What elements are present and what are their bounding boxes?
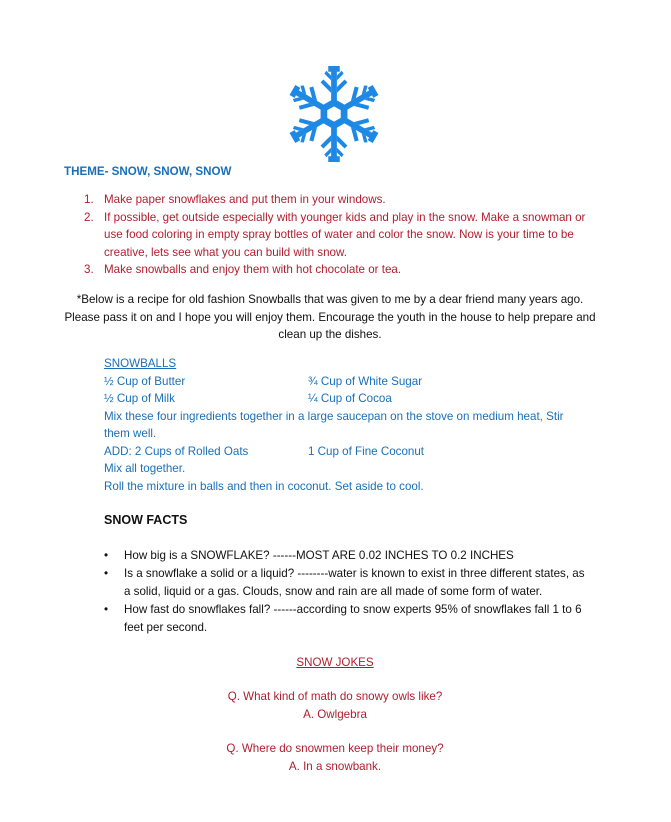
list-number: 3.	[84, 263, 94, 276]
ingredient: ½ Cup of Butter	[104, 374, 186, 388]
intro-paragraph	[60, 291, 600, 344]
list-item	[104, 565, 604, 601]
list-text: Make paper snowflakes and put them in your windows.	[104, 193, 386, 206]
recipe-step: Roll the mixture in balls and then in coconut. Set aside to cool.	[104, 479, 424, 493]
ingredient-row	[104, 443, 604, 461]
joke-question: Q. What kind of math do snowy owls like?	[227, 690, 443, 703]
recipe-step: them well.	[104, 427, 157, 440]
joke-answer: A. In a snowbank.	[288, 760, 382, 773]
recipe-step: Mix these four ingredients together in a large saucepan on the stove on medium heat, Stir	[104, 409, 564, 423]
recipe-title: SNOWBALLS	[104, 357, 177, 370]
intro-line: *Below is a recipe for old fashion Snowballs that was given to me by a dear friend many years ago.	[76, 293, 584, 306]
fact-text: a solid, liquid or a gas. Clouds, snow and rain are all made of some form of water.	[124, 585, 543, 598]
list-item	[104, 601, 604, 637]
ingredient: ½ Cup of Milk	[104, 392, 175, 405]
fact-text: How big is a SNOWFLAKE? ------MOST ARE 0.02 INCHES TO 0.2 INCHES	[124, 549, 514, 562]
list-text: Make snowballs and enjoy them with hot chocolate or tea.	[104, 263, 402, 276]
jokes-heading: SNOW JOKES	[296, 656, 374, 669]
fact-text: feet per second.	[124, 621, 208, 634]
list-item	[84, 209, 594, 262]
list-number: 2.	[84, 210, 94, 224]
bullet-icon: •	[104, 549, 109, 562]
recipe-step: Mix all together.	[104, 462, 186, 475]
facts-heading: SNOW FACTS	[104, 513, 188, 527]
joke-question: Q. Where do snowmen keep their money?	[226, 742, 444, 755]
fact-text: How fast do snowflakes fall? ------according to snow experts 95% of snowflakes fall 1 to 6	[124, 603, 582, 616]
bullet-icon: •	[104, 567, 109, 580]
activity-list	[84, 191, 594, 279]
ingredient: ¾ Cup of White Sugar	[308, 374, 423, 388]
list-text: use food coloring in empty spray bottles of water and color the snow. Now is your time to be	[104, 228, 574, 241]
joke-answer: A. Owlgebra	[303, 708, 367, 721]
list-item	[84, 261, 594, 279]
list-text: If possible, get outside especially with younger kids and play in the snow. Make a snowman or	[104, 210, 586, 224]
list-item	[104, 547, 604, 565]
ingredient-row	[104, 373, 604, 391]
theme-heading: THEME- SNOW, SNOW, SNOW	[64, 165, 232, 178]
intro-line: clean up the dishes.	[278, 328, 382, 341]
ingredient: ADD: 2 Cups of Rolled Oats	[104, 444, 249, 458]
intro-line: Please pass it on and I hope you will enjoy them. Encourage the youth in the house to help prepare and	[64, 310, 596, 324]
fact-text: Is a snowflake a solid or a liquid? --------water is known to exist in three different states, as	[124, 567, 585, 580]
list-number: 1.	[84, 193, 94, 206]
recipe-block	[104, 355, 604, 495]
list-item	[84, 191, 594, 209]
jokes-section	[160, 654, 510, 776]
ingredient-row	[104, 390, 604, 408]
list-text: creative, lets see what you can build with snow.	[104, 245, 347, 259]
facts-list	[104, 547, 604, 637]
bullet-icon: •	[104, 603, 109, 616]
ingredient: 1 Cup of Fine Coconut	[308, 444, 425, 458]
ingredient: ¼ Cup of Cocoa	[308, 392, 392, 405]
snowflake-icon	[286, 62, 382, 166]
